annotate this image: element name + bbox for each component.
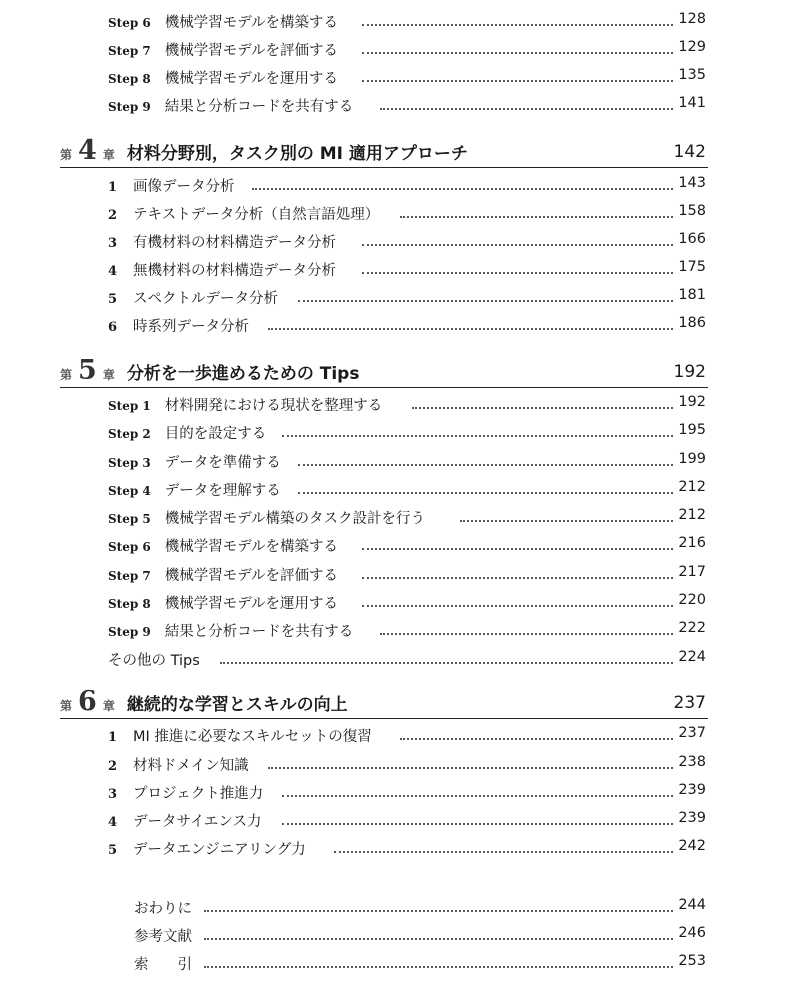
toc-entry[interactable] (0, 203, 793, 225)
leader-dots (268, 767, 673, 769)
step-number: Step 7 (108, 44, 151, 58)
toc-entry[interactable] (0, 810, 793, 832)
step-number: Step 3 (108, 456, 151, 470)
leader-dots (362, 244, 673, 246)
entry-title: 機械学習モデルを構築する (164, 15, 339, 31)
leader-dots (282, 435, 673, 437)
toc-entry[interactable] (0, 925, 793, 947)
page-number: 181 (678, 287, 706, 303)
step-number: Step 4 (108, 484, 151, 498)
entry-title: 時系列データ分析 (133, 319, 249, 335)
entry-title: 索 引 (134, 957, 192, 973)
page-number: 224 (678, 649, 706, 665)
step-number: Step 7 (108, 569, 151, 583)
entry-title: スペクトルデータ分析 (133, 291, 278, 307)
page-number: 242 (678, 838, 706, 854)
toc-entry[interactable] (0, 782, 793, 804)
page-number: 220 (678, 592, 706, 608)
page-number: 244 (678, 897, 706, 913)
entry-title: 参考文献 (134, 929, 192, 945)
step-number: Step 1 (108, 399, 151, 413)
section-number: 3 (108, 787, 118, 802)
toc-entry[interactable] (0, 39, 793, 61)
entry-title: その他の Tips (108, 653, 200, 669)
chapter-page: 237 (673, 693, 706, 713)
page-number: 222 (678, 620, 706, 636)
toc-entry[interactable] (0, 649, 793, 671)
entry-title: 有機材料の材料構造データ分析 (133, 235, 336, 251)
entry-title: 結果と分析コードを共有する (164, 624, 354, 640)
entry-title: 目的を設定する (164, 426, 267, 442)
chapter-suffix: 章 (102, 148, 115, 162)
page-number: 199 (678, 451, 706, 467)
leader-dots (362, 80, 673, 82)
toc-entry[interactable] (0, 479, 793, 501)
leader-dots (380, 108, 673, 110)
page-number: 246 (678, 925, 706, 941)
leader-dots (282, 795, 673, 797)
section-number: 6 (108, 320, 118, 335)
chapter-number: 5 (78, 355, 97, 386)
leader-dots (268, 328, 673, 330)
entry-title: 機械学習モデルを運用する (164, 71, 339, 87)
chapter-suffix: 章 (102, 368, 115, 382)
entry-title: テキストデータ分析（自然言語処理） (133, 207, 380, 223)
step-number: Step 8 (108, 72, 151, 86)
entry-title: 材料ドメイン知識 (133, 758, 249, 774)
toc-entry[interactable] (0, 95, 793, 117)
chapter-heading[interactable] (60, 135, 708, 168)
section-number: 5 (108, 292, 118, 307)
toc-entry[interactable] (0, 394, 793, 416)
chapter-prefix: 第 (60, 699, 73, 713)
page-number: 186 (678, 315, 706, 331)
leader-dots (252, 188, 673, 190)
leader-dots (298, 464, 673, 466)
leader-dots (220, 662, 673, 664)
chapter-page: 142 (673, 142, 706, 162)
page-number: 237 (678, 725, 706, 741)
page-number: 212 (678, 507, 706, 523)
page-number: 143 (678, 175, 706, 191)
page-number: 195 (678, 422, 706, 438)
entry-title: 結果と分析コードを共有する (164, 99, 354, 115)
page-number: 212 (678, 479, 706, 495)
entry-title: 機械学習モデルを構築する (164, 539, 339, 555)
leader-dots (362, 577, 673, 579)
leader-dots (362, 272, 673, 274)
page-number: 192 (678, 394, 706, 410)
section-number: 3 (108, 236, 118, 251)
toc-entry[interactable] (0, 592, 793, 614)
leader-dots (298, 300, 673, 302)
entry-title: プロジェクト推進力 (133, 786, 264, 802)
leader-dots (380, 633, 673, 635)
leader-dots (282, 823, 673, 825)
toc-entry[interactable] (0, 315, 793, 337)
leader-dots (400, 216, 673, 218)
page-number: 166 (678, 231, 706, 247)
toc-entry[interactable] (0, 11, 793, 33)
entry-title: データサイエンス力 (133, 814, 262, 830)
section-number: 4 (108, 264, 118, 279)
chapter-prefix: 第 (60, 148, 73, 162)
chapter-title: 材料分野別，タスク別の MI 適用アプローチ (126, 144, 468, 164)
page-number: 238 (678, 754, 706, 770)
page-number: 239 (678, 782, 706, 798)
entry-title: おわりに (134, 901, 192, 917)
entry-title: 無機材料の材料構造データ分析 (133, 263, 336, 279)
page-number: 141 (678, 95, 706, 111)
page-number: 128 (678, 11, 706, 27)
entry-title: 機械学習モデルを運用する (164, 596, 339, 612)
chapter-heading[interactable] (60, 686, 708, 719)
leader-dots (362, 52, 673, 54)
toc-entry[interactable] (0, 287, 793, 309)
section-number: 2 (108, 208, 118, 223)
page-number: 239 (678, 810, 706, 826)
toc-entry[interactable] (0, 953, 793, 975)
toc-entry[interactable] (0, 259, 793, 281)
toc-entry[interactable] (0, 754, 793, 776)
toc-entry[interactable] (0, 838, 793, 860)
section-number: 1 (108, 730, 118, 745)
chapter-suffix: 章 (102, 699, 115, 713)
page-number: 217 (678, 564, 706, 580)
leader-dots (334, 851, 673, 853)
leader-dots (400, 738, 673, 740)
toc-entry[interactable] (0, 67, 793, 89)
entry-title: データを理解する (164, 483, 281, 499)
chapter-heading[interactable] (60, 355, 708, 388)
toc-entry[interactable] (0, 422, 793, 444)
step-number: Step 8 (108, 597, 151, 611)
entry-title: 機械学習モデルを評価する (164, 43, 339, 59)
leader-dots (204, 966, 673, 968)
entry-title: データエンジニアリング力 (133, 842, 306, 858)
chapter-number: 6 (78, 686, 97, 717)
toc-entry[interactable] (0, 620, 793, 642)
toc-entry[interactable] (0, 507, 793, 529)
step-number: Step 5 (108, 512, 151, 526)
leader-dots (204, 938, 673, 940)
page-number: 175 (678, 259, 706, 275)
leader-dots (298, 492, 673, 494)
chapter-page: 192 (673, 362, 706, 382)
entry-title: MI 推進に必要なスキルセットの復習 (133, 729, 372, 745)
section-number: 2 (108, 759, 118, 774)
leader-dots (412, 407, 673, 409)
leader-dots (362, 605, 673, 607)
toc-entry[interactable] (0, 564, 793, 586)
toc-entry[interactable] (0, 175, 793, 197)
chapter-number: 4 (78, 135, 97, 166)
leader-dots (204, 910, 673, 912)
step-number: Step 9 (108, 625, 151, 639)
toc-entry[interactable] (0, 897, 793, 919)
entry-title: 画像データ分析 (133, 179, 235, 195)
leader-dots (460, 520, 673, 522)
entry-title: データを準備する (164, 455, 281, 471)
page-number: 135 (678, 67, 706, 83)
page-number: 129 (678, 39, 706, 55)
leader-dots (362, 548, 673, 550)
toc-entry[interactable] (0, 231, 793, 253)
step-number: Step 2 (108, 427, 151, 441)
toc-entry[interactable] (0, 535, 793, 557)
step-number: Step 6 (108, 16, 151, 30)
entry-title: 材料開発における現状を整理する (164, 398, 383, 414)
chapter-title: 継続的な学習とスキルの向上 (126, 695, 348, 715)
entry-title: 機械学習モデルを評価する (164, 568, 339, 584)
page-number: 253 (678, 953, 706, 969)
step-number: Step 6 (108, 540, 151, 554)
leader-dots (362, 24, 673, 26)
section-number: 5 (108, 843, 118, 858)
page-number: 158 (678, 203, 706, 219)
step-number: Step 9 (108, 100, 151, 114)
chapter-prefix: 第 (60, 368, 73, 382)
toc-entry[interactable] (0, 451, 793, 473)
section-number: 1 (108, 180, 118, 195)
toc-entry[interactable] (0, 725, 793, 747)
page-number: 216 (678, 535, 706, 551)
entry-title: 機械学習モデル構築のタスク設計を行う (164, 511, 426, 527)
section-number: 4 (108, 815, 118, 830)
chapter-title: 分析を一歩進めるための Tips (126, 364, 360, 384)
